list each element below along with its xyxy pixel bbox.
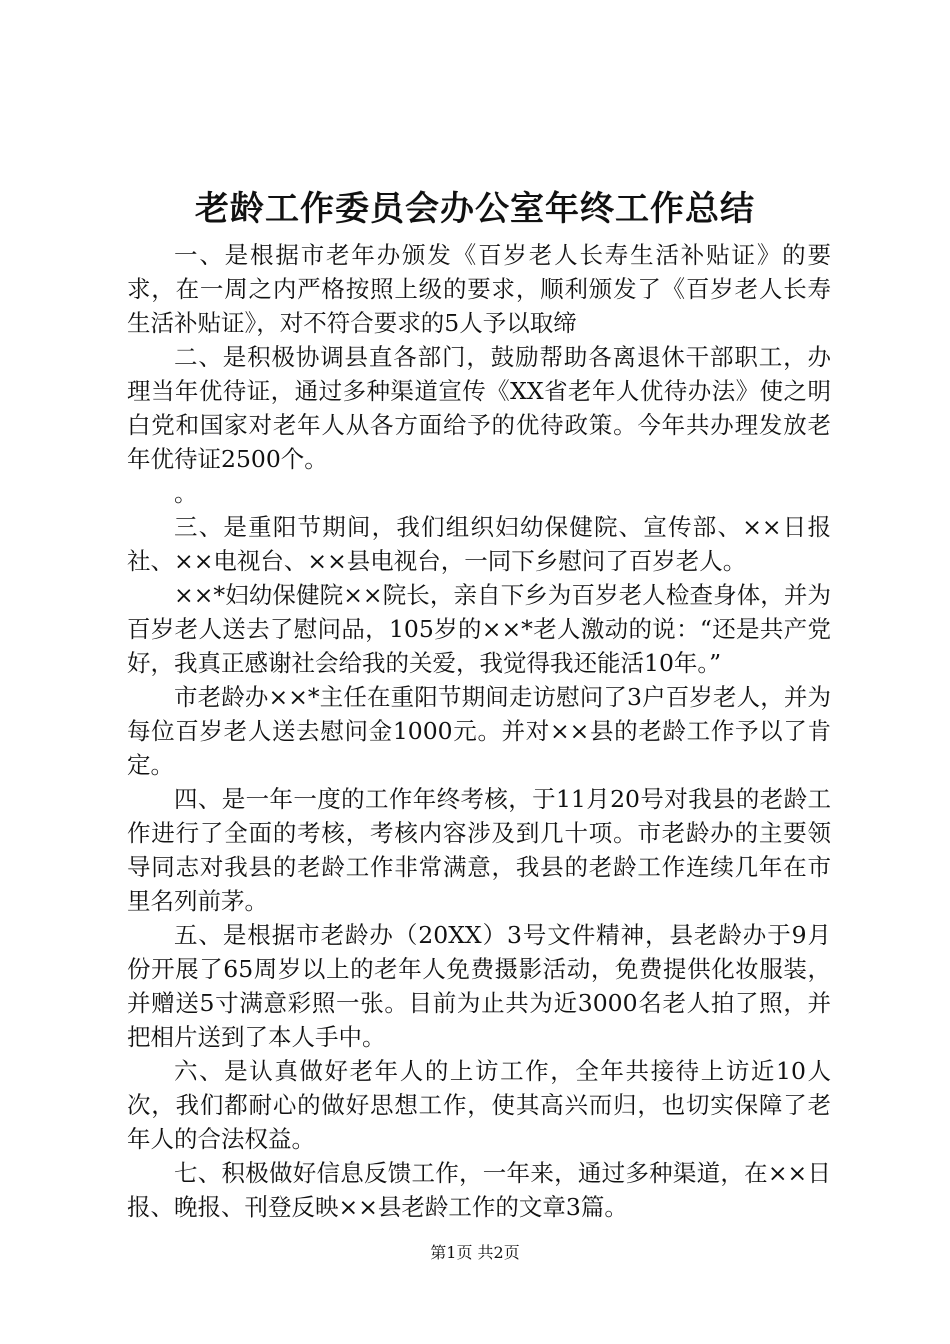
paragraph-3: 。 — [174, 479, 198, 507]
paragraph-2: 二、是积极协调县直各部门，鼓励帮助各离退休干部职工，办理当年优待证，通过多种渠道宣传《XX省老年人优待办法》使之明白党和国家对老年人从各方面给予的优待政策。今年共办理发放老年优待证2500个。 — [127, 343, 831, 473]
paragraph-9: 六、是认真做好老年人的上访工作，全年共接待上访近10人次，我们都耐心的做好思想工作，使其高兴而归，也切实保障了老年人的合法权益。 — [127, 1057, 831, 1153]
paragraph-5: ××*妇幼保健院××院长，亲自下乡为百岁老人检查身体，并为百岁老人送去了慰问品，105岁的××*老人激动的说：“还是共产党好，我真正感谢社会给我的关爱，我觉得我还能活10年。” — [127, 581, 831, 677]
paragraph-6: 市老龄办××*主任在重阳节期间走访慰问了3户百岁老人，并为每位百岁老人送去慰问金1000元。并对××县的老龄工作予以了肯定。 — [127, 683, 831, 779]
paragraph-7: 四、是一年一度的工作年终考核，于11月20号对我县的老龄工作进行了全面的考核，考核内容涉及到几十项。市老龄办的主要领导同志对我县的老龄工作非常满意，我县的老龄工作连续几年在市里名列前茅。 — [127, 785, 831, 915]
document-title: 老龄工作委员会办公室年终工作总结 — [195, 189, 755, 229]
paragraph-1: 一、是根据市老年办颁发《百岁老人长寿生活补贴证》的要求，在一周之内严格按照上级的要求，顺利颁发了《百岁老人长寿生活补贴证》，对不符合要求的5人予以取缔 — [127, 241, 831, 337]
page-number-footer: 第1页 共2页 — [430, 1243, 520, 1262]
paragraph-4: 三、是重阳节期间，我们组织妇幼保健院、宣传部、××日报社、××电视台、××县电视台，一同下乡慰问了百岁老人。 — [127, 513, 831, 575]
document-body — [127, 238, 831, 1224]
paragraph-10: 七、积极做好信息反馈工作，一年来，通过多种渠道，在××日报、晚报、刊登反映××县老龄工作的文章3篇。 — [127, 1159, 831, 1221]
paragraph-8: 五、是根据市老龄办（20XX）3号文件精神，县老龄办于9月份开展了65周岁以上的老年人免费摄影活动，免费提供化妆服装，并赠送5寸满意彩照一张。目前为止共为近3000名老人拍了照，并把相片送到了本人手中。 — [127, 921, 831, 1051]
